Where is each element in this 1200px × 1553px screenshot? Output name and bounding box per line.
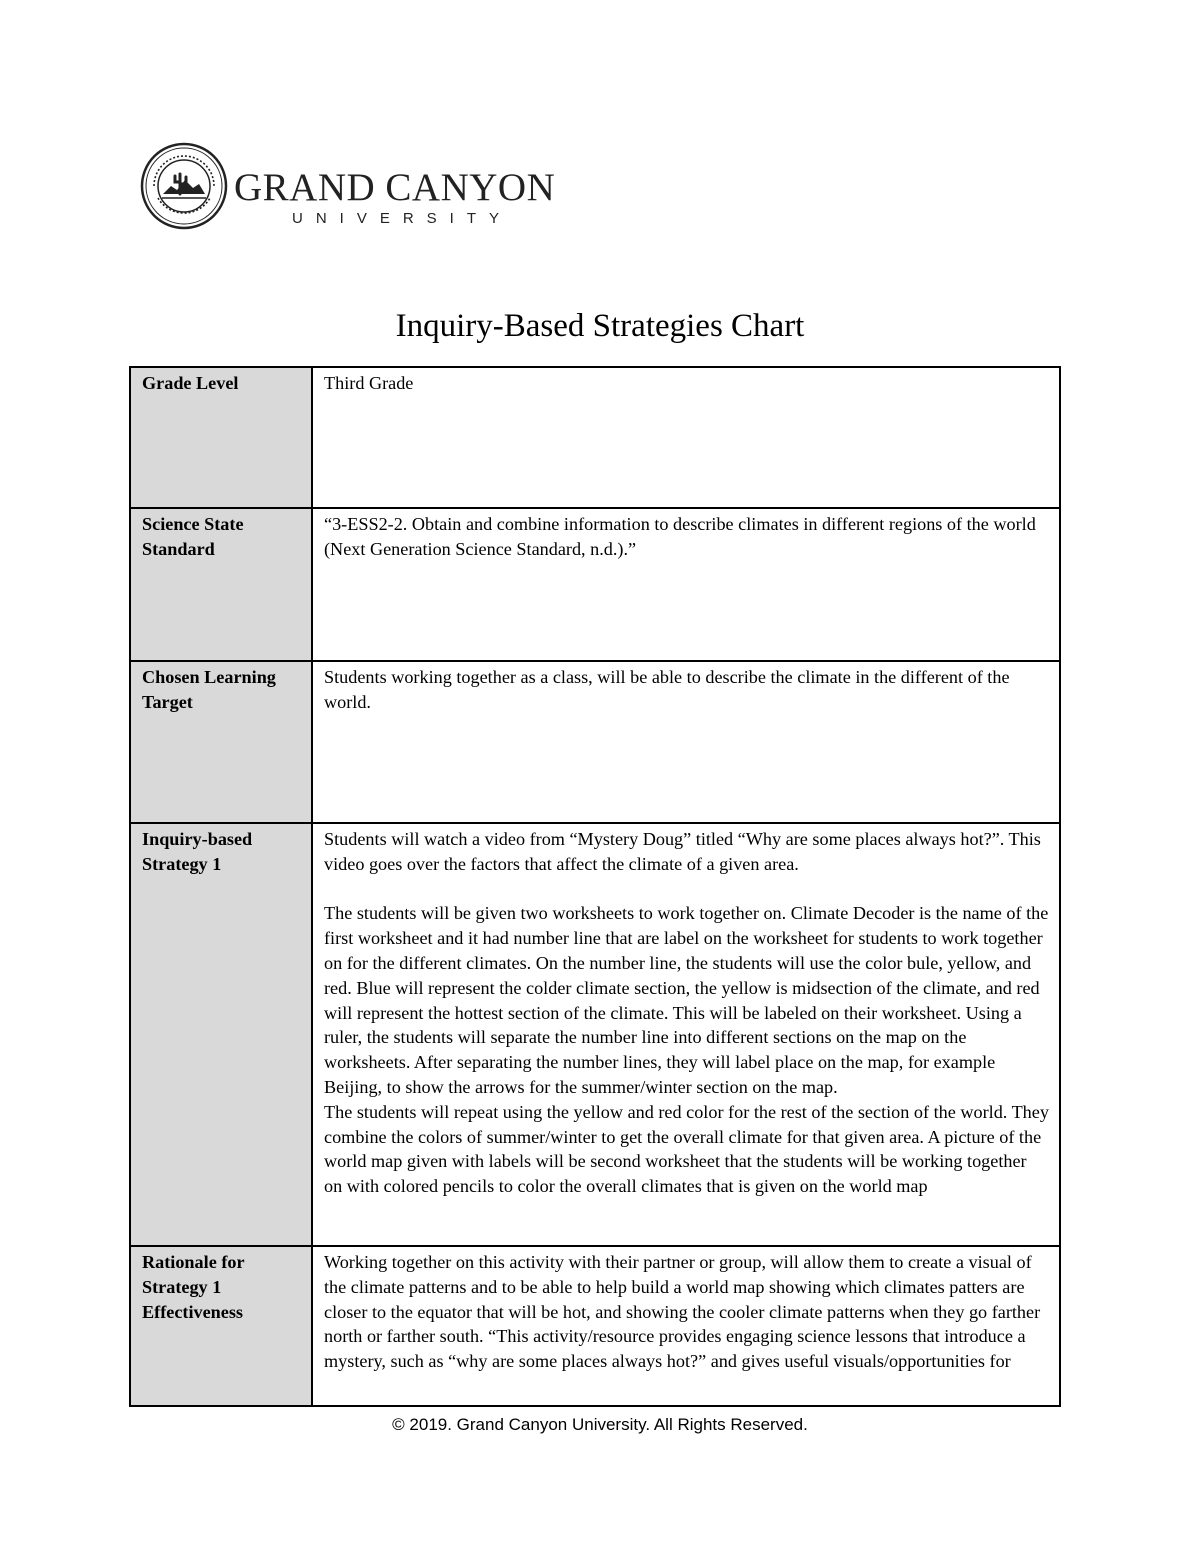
table-row <box>130 1246 1060 1406</box>
row-content <box>312 1246 1060 1406</box>
row-paragraph: The students will be given two worksheets to work together on. Climate Decoder is the name of the first worksheet and it had number line that are label on the worksheet for students to work together on for the different climates. On the number line, the students will use the color bule, yellow, and red. Blue will represent the colder climate section, the yellow is midsection of the climate, and red will represent the hottest section of the climate. This will be labeled on their worksheet. Using a ruler, the students will separate the number line into different sections on the map on the worksheets. After separating the number lines, they will label place on the map, for example Beijing, to show the arrows for the summer/winter section on the map. <box>324 903 1049 1097</box>
page-title: Inquiry-Based Strategies Chart <box>395 308 805 344</box>
row-paragraph: “3-ESS2-2. Obtain and combine information to describe climates in different regions of the world (Next Generation Science Standard, n.d.).” <box>324 514 1036 559</box>
row-content <box>312 367 1060 508</box>
logo-wordmark: GRAND CANYON <box>234 166 556 209</box>
table-row <box>130 508 1060 661</box>
row-label: Rationale for Strategy 1 Effectiveness <box>130 1246 312 1406</box>
row-label: Grade Level <box>130 367 312 508</box>
row-paragraph: Third Grade <box>324 373 414 393</box>
row-content <box>312 823 1060 1246</box>
row-label: Inquiry-based Strategy 1 <box>130 823 312 1246</box>
logo-subtitle: UNIVERSITY <box>292 210 513 227</box>
university-logo <box>140 142 556 230</box>
university-seal-icon <box>140 142 228 230</box>
row-label: Science State Standard <box>130 508 312 661</box>
row-label: Chosen Learning Target <box>130 661 312 823</box>
table-row <box>130 367 1060 508</box>
strategies-table <box>129 366 1061 1407</box>
row-paragraph: Students working together as a class, will be able to describe the climate in the different of the world. <box>324 667 1010 712</box>
row-content <box>312 661 1060 823</box>
table-row <box>130 823 1060 1246</box>
row-paragraph: Working together on this activity with their partner or group, will allow them to create a visual of the climate patterns and to be able to help build a world map showing which climates patters are closer to the equator that will be hot, and showing the cooler climate patterns when they go farther north or farther south. “This activity/resource provides engaging science lessons that introduce a mystery, such as “why are some places always hot?” and gives useful visuals/opportunities for <box>324 1252 1041 1372</box>
copyright-footer: © 2019. Grand Canyon University. All Rights Reserved. <box>392 1415 808 1434</box>
row-content <box>312 508 1060 661</box>
row-paragraph: The students will repeat using the yellow and red color for the rest of the section of the world. They combine the colors of summer/winter to get the overall climate for that given area. A picture of the world map given with labels will be second worksheet that the students will be working together on with colored pencils to color the overall climates that is given on the world map <box>324 1101 1049 1197</box>
table-row <box>130 661 1060 823</box>
row-paragraph: Students will watch a video from “Mystery Doug” titled “Why are some places always hot?”. This video goes over the factors that affect the climate of a given area. <box>324 829 1041 874</box>
